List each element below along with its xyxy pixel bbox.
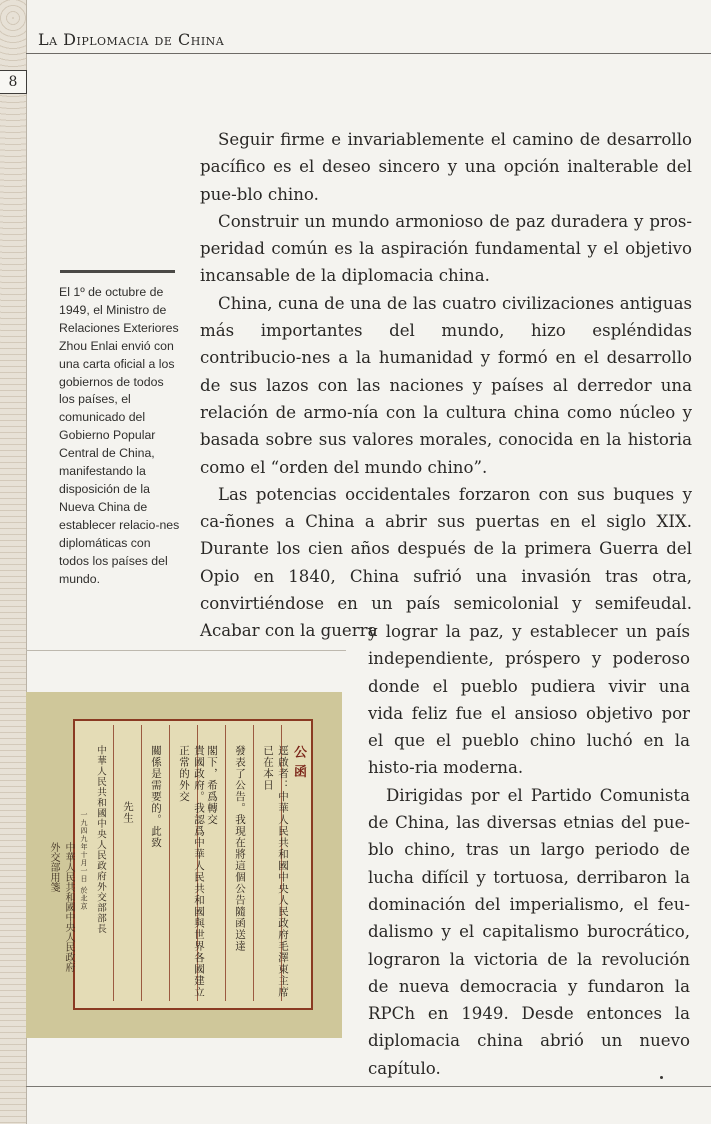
- footer-divider: [26, 1086, 711, 1087]
- stationery-mark: 中華人民共和國中央人民政府 外交部用箋: [48, 842, 74, 972]
- body-text: [200, 126, 692, 645]
- page-number: 8: [0, 70, 27, 94]
- historical-letter-image: [26, 692, 342, 1038]
- header-divider: [26, 53, 711, 54]
- paragraph-3: China, cuna de una de las cuatro civilizaciones antiguas más importantes del mundo, hizo espléndidas contribucio-nes a la humanidad y formó en el desarrollo de sus lazos con las naciones y países al derredor una relación de armo-nía con la cultura china como núcleo y basada sobre sus valores morales, conocida en la historia como el “orden del mundo chino”.: [200, 293, 692, 477]
- caption-rule: [60, 270, 175, 273]
- letter-column: 公 函: [291, 745, 306, 779]
- letter-column: 中華人民共和國中央人民政府外交部部長: [95, 745, 106, 934]
- image-top-rule: [26, 650, 346, 651]
- decorative-left-band: [0, 0, 26, 1124]
- letter-column: 一九四九年十月一日 於北京: [80, 811, 88, 911]
- margin-caption: El 1º de octubre de 1949, el Ministro de Relaciones Exteriores Zhou Enlai envió con una carta oficial a los gobiernos de todos los países, el comunicado del Gobierno Popular Central de China, manifestando la disposición de la Nueva China de establecer relacio-nes diplomáticas con todos los países del mundo.: [59, 285, 180, 586]
- paragraph-4-continued: y lograr la paz, y establecer un país independiente, próspero y poderoso donde el pueblo pudiera vivir una vida feliz fue el ansioso objetivo por el que el pueblo chino luchó en la histo-ria moderna.: [368, 622, 690, 778]
- running-title: La Diplomacia de China: [38, 30, 225, 49]
- letter-column: 逕啟者：中華人民共和國中央人民政府毛澤東主席已在本日: [262, 745, 289, 998]
- letter-column: 發表了公告。我現在將這個公告隨函送達: [234, 745, 246, 952]
- body-text-wrapped: [368, 618, 690, 1082]
- paragraph-4: Las potencias occidentales forzaron con sus buques y ca-ñones a China a abrir sus puertas en el siglo XIX. Durante los cien años después de la primera Guerra del Opio en 1840, China sufrió una invasión tras otra, convirtiéndose en un país semicolonial y semifeudal. Acabar con la guerra: [200, 484, 692, 641]
- letter-column: 閣下，希爲轉交: [206, 745, 218, 826]
- letter-column: 貴國政府。我認爲中華人民共和國與世界各國建立正常的外交: [178, 745, 205, 998]
- letter-paper: [73, 719, 313, 1010]
- letter-column: 關係是需要的。此致: [150, 745, 162, 849]
- page-dot: [660, 1076, 663, 1079]
- paragraph-1: Seguir firme e invariablemente el camino de desarrollo pacífico es el deseo sincero y una opción inalterable del pue-blo chino.: [200, 130, 692, 204]
- paragraph-5: Dirigidas por el Partido Comunista de China, las diversas etnias del pue-blo chino, tras un largo periodo de lucha difícil y tortuosa, derribaron la dominación del imperialismo, el feu-dalismo y el capitalismo burocrático, lograron la victoria de la revolución de nueva democracia y fundaron la RPCh en 1949. Desde entonces la diplomacia china abrió un nuevo capítulo.: [368, 785, 690, 1078]
- paragraph-2: Construir un mundo armonioso de paz duradera y pros-peridad común es la aspiración fundamental y el objetivo incansable de la diplomacia china.: [200, 211, 692, 286]
- letter-column: 先生: [122, 801, 134, 824]
